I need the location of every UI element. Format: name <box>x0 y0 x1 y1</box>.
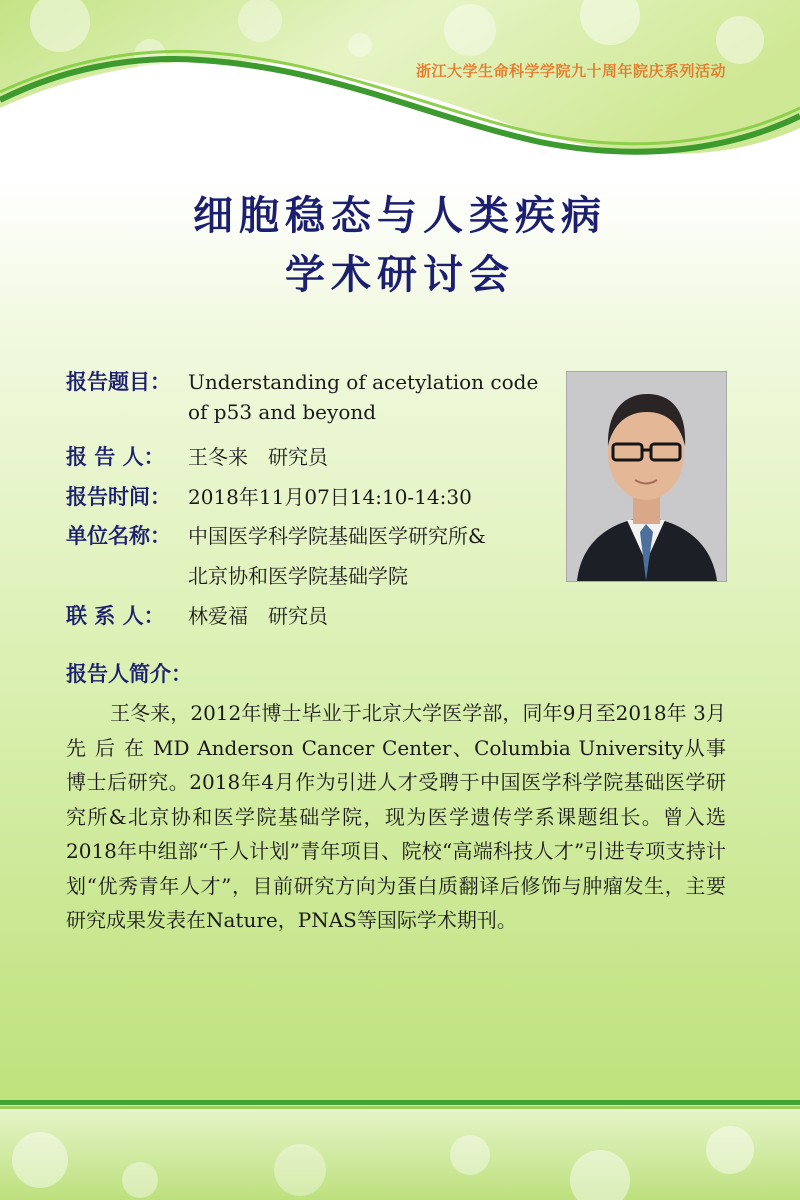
topic-value-line1: Understanding of acetylation code <box>188 370 539 394</box>
page-title-line1: 细胞稳态与人类疾病 <box>193 193 607 239</box>
top-wave-banner <box>0 0 800 200</box>
speaker-value: 王冬来 研究员 <box>188 445 328 469</box>
speaker-photo <box>566 371 727 582</box>
speaker-label: 报 告 人： <box>66 445 165 469</box>
series-event-text: 浙江大学生命科学学院九十周年院庆系列活动 <box>415 62 726 80</box>
unit-label: 单位名称： <box>66 524 171 548</box>
bottom-decor-band <box>0 1100 800 1200</box>
topic-row <box>66 366 538 396</box>
time-label: 报告时间： <box>66 485 171 509</box>
speaker-row <box>66 441 328 471</box>
bio-paragraph: 王冬来，2012年博士毕业于北京大学医学部，同年9月至2018年 3月 先 后 在 MD Anderson Cancer Center、Columbia University从事博士后研究。2018年4月作为引进人才受聘于中国医学科学院基础医学研究所&北京协和医学院基础学院，现为医学遗传学系课题组长。曾入选2018年中组部“千人计划”青年项目、院校“高端科技人才”引进专项支持计划“优秀青年人才”，目前研究方向为蛋白质翻译后修饰与肿瘤发生，主要研究成果发表在Nature，PNAS等国际学术期刊。 <box>66 701 726 932</box>
topic-label: 报告题目： <box>66 370 171 394</box>
unit-row <box>66 520 486 550</box>
contact-label: 联 系 人： <box>66 604 165 628</box>
time-row <box>66 481 472 511</box>
contact-value: 林爱福 研究员 <box>188 604 328 628</box>
topic-value-line2: of p53 and beyond <box>188 400 377 424</box>
contact-row <box>66 600 328 630</box>
unit-value-line2: 北京协和医学院基础学院 <box>188 564 408 588</box>
bio-heading: 报告人简介： <box>66 662 192 686</box>
time-value: 2018年11月07日14:10-14:30 <box>188 485 472 509</box>
page-title-line2: 学术研讨会 <box>285 252 515 298</box>
unit-value-line1: 中国医学科学院基础医学研究所& <box>188 524 486 548</box>
